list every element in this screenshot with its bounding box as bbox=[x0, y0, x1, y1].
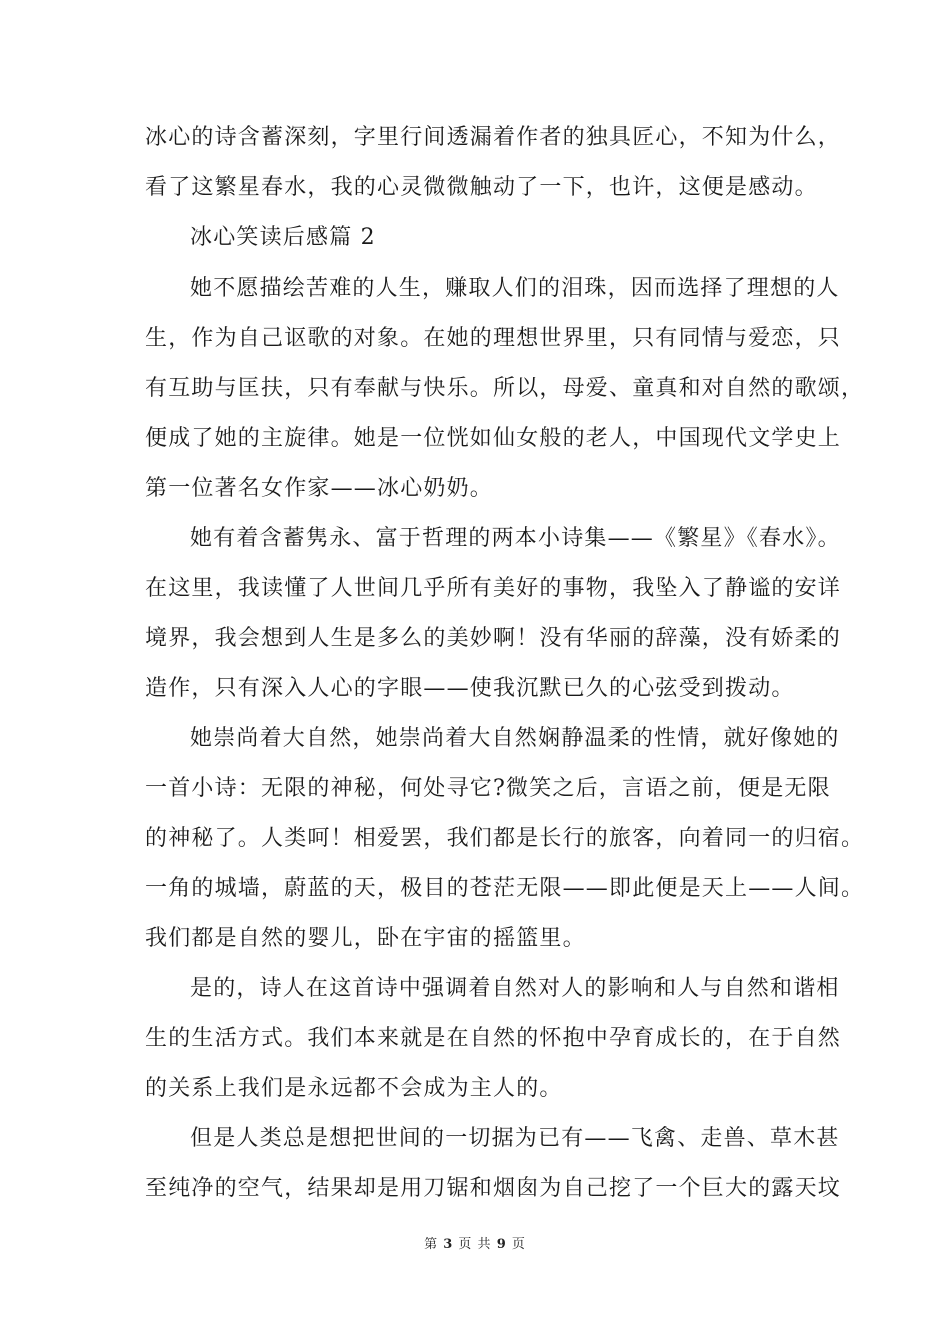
text-line: 看了这繁星春水，我的心灵微微触动了一下，也许，这便是感动。 bbox=[145, 175, 818, 200]
text-line: 她不愿描绘苦难的人生，赚取人们的泪珠，因而选择了理想的人 bbox=[190, 276, 840, 301]
text-line: 的关系上我们是永远都不会成为主人的。 bbox=[145, 1076, 563, 1101]
text-line: 便成了她的主旋律。她是一位恍如仙女般的老人，中国现代文学史上 bbox=[145, 426, 842, 451]
text-line: 冰心的诗含蓄深刻，字里行间透漏着作者的独具匠心，不知为什么， bbox=[145, 125, 842, 150]
text-line: 我们都是自然的婴儿，卧在宇宙的摇篮里。 bbox=[145, 926, 586, 951]
text-line: 生的生活方式。我们本来就是在自然的怀抱中孕育成长的，在于自然 bbox=[145, 1026, 842, 1051]
text-line: 但是人类总是想把世间的一切据为已有——飞禽、走兽、草木甚 bbox=[190, 1126, 840, 1151]
text-line: 第一位著名女作家——冰心奶奶。 bbox=[145, 476, 494, 501]
text-line: 她崇尚着大自然，她崇尚着大自然娴静温柔的性情，就好像她的 bbox=[190, 726, 840, 751]
text-line: 有互助与匡扶，只有奉献与快乐。所以，母爱、童真和对自然的歌颂， bbox=[145, 376, 865, 401]
text-line: 境界，我会想到人生是多么的美妙啊！没有华丽的辞藻，没有娇柔的 bbox=[145, 626, 842, 651]
section-heading: 冰心笑读后感篇 2 bbox=[190, 225, 376, 250]
text-line: 在这里，我读懂了人世间几乎所有美好的事物，我坠入了静谧的安详 bbox=[145, 576, 842, 601]
footer-suffix: 页 bbox=[511, 1237, 526, 1252]
current-page-number: 3 bbox=[443, 1237, 454, 1252]
page-footer bbox=[0, 1236, 950, 1254]
text-line: 生，作为自己讴歌的对象。在她的理想世界里，只有同情与爱恋，只 bbox=[145, 326, 842, 351]
text-line: 一角的城墙，蔚蓝的天，极目的苍茫无限——即此便是天上——人间。 bbox=[145, 876, 865, 901]
total-page-count: 9 bbox=[496, 1237, 507, 1252]
text-line: 是的，诗人在这首诗中强调着自然对人的影响和人与自然和谐相 bbox=[190, 976, 840, 1001]
text-line: 至纯净的空气，结果却是用刀锯和烟囱为自己挖了一个巨大的露天坟 bbox=[145, 1176, 842, 1201]
footer-prefix: 第 bbox=[424, 1237, 439, 1252]
text-line: 一首小诗：无限的神秘，何处寻它?微笑之后，言语之前，便是无限 bbox=[145, 776, 831, 801]
text-line: 的神秘了。人类呵！相爱罢，我们都是长行的旅客，向着同一的归宿。 bbox=[145, 826, 865, 851]
text-line: 造作，只有深入人心的字眼——使我沉默已久的心弦受到拨动。 bbox=[145, 676, 795, 701]
footer-middle: 页 共 bbox=[458, 1237, 492, 1252]
text-line: 她有着含蓄隽永、富于哲理的两本小诗集——《繁星》《春水》。 bbox=[190, 526, 841, 551]
